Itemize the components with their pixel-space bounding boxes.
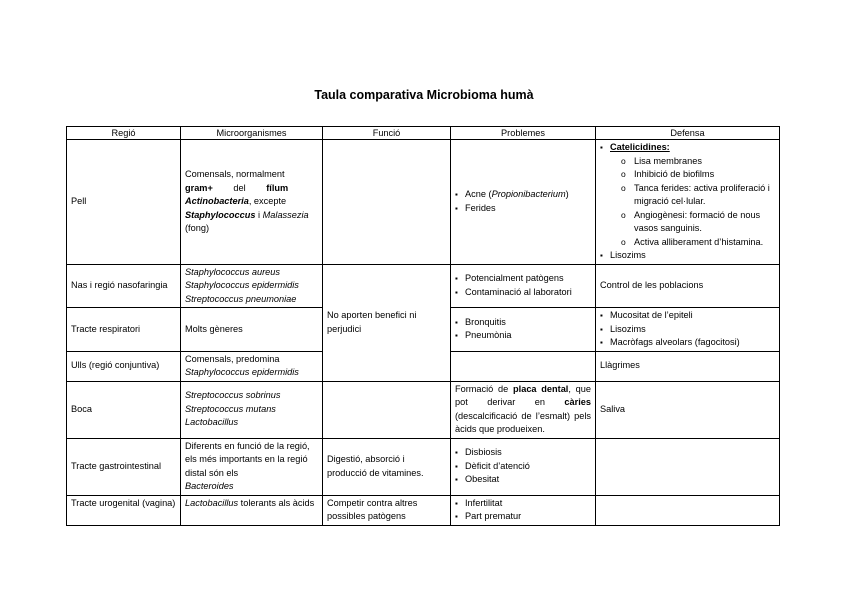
page-title: Taula comparativa Microbioma humà bbox=[314, 88, 534, 102]
list-item: ▪ Contaminació al laboratori bbox=[455, 286, 591, 300]
defense-cell bbox=[596, 140, 780, 265]
table-row bbox=[67, 438, 780, 495]
list-item: ▪ Dèficit d’atenció bbox=[455, 460, 591, 474]
list-item: ▪ Macròfags alveolars (fagocitosi) bbox=[600, 336, 775, 350]
region-cell: Tracte respiratori bbox=[67, 308, 181, 352]
region-cell: Nas i regió nasofaringia bbox=[67, 264, 181, 308]
header-problems: Problemes bbox=[451, 127, 596, 140]
table-row bbox=[67, 140, 780, 265]
list-item: ▪ Acne (Propionibacterium) bbox=[455, 188, 591, 202]
list-item: o Inhibició de biofilms bbox=[610, 168, 775, 182]
region-cell: Boca bbox=[67, 381, 181, 438]
micro-cell: Streptococcus sobrinus Streptococcus mutans Lactobacillus bbox=[181, 381, 323, 438]
micro-cell: Lactobacillus tolerants als àcids bbox=[181, 495, 323, 525]
list-item: ▪ Potencialment patògens bbox=[455, 272, 591, 286]
micro-cell: Diferents en funció de la regió, els més importants en la regió distal són els Bacteroides bbox=[181, 438, 323, 495]
problems-cell bbox=[451, 438, 596, 495]
list-item: ▪ Disbiosis bbox=[455, 446, 591, 460]
table-row bbox=[67, 495, 780, 525]
micro-cell: Molts gèneres bbox=[181, 308, 323, 352]
function-cell bbox=[323, 140, 451, 265]
function-cell bbox=[323, 381, 451, 438]
list-item: ▪ Part prematur bbox=[455, 510, 591, 524]
function-cell: Digestió, absorció i producció de vitamines. bbox=[323, 438, 451, 495]
region-cell: Tracte gastrointestinal bbox=[67, 438, 181, 495]
list-item: ▪ Obesitat bbox=[455, 473, 591, 487]
list-item: ▪ Pneumònia bbox=[455, 329, 591, 343]
defense-cell bbox=[596, 495, 780, 525]
problems-cell bbox=[451, 351, 596, 381]
defense-cell: Saliva bbox=[596, 381, 780, 438]
table-row bbox=[67, 264, 780, 308]
function-cell: No aporten benefici ni perjudici bbox=[323, 264, 451, 381]
problems-cell bbox=[451, 264, 596, 308]
list-item: ▪ Lisozims bbox=[600, 249, 775, 263]
table-row bbox=[67, 381, 780, 438]
defense-cell bbox=[596, 438, 780, 495]
list-item: ▪ Mucositat de l’epiteli bbox=[600, 309, 775, 323]
region-cell: Ulls (regió conjuntiva) bbox=[67, 351, 181, 381]
problems-cell: Formació de placa dental, que pot derivar en càries (descalcificació de l’esmalt) pels àcids que produeixen. bbox=[451, 381, 596, 438]
defense-cell: Control de les poblacions bbox=[596, 264, 780, 308]
defense-cell bbox=[596, 308, 780, 352]
list-item: ▪ Catelicidines: o Lisa membranes o Inhibició de biofilms o Tanca ferides: activa proliferació i migració cel·lular. o Angiogènesi: formació de nous vasos sanguinis. o Activa alliberament d’histamina. bbox=[600, 141, 775, 249]
defense-cell: Llàgrimes bbox=[596, 351, 780, 381]
function-cell: Competir contra altres possibles patògens bbox=[323, 495, 451, 525]
table-header-row bbox=[67, 127, 780, 140]
comparison-table bbox=[66, 126, 780, 526]
list-item: o Activa alliberament d’histamina. bbox=[610, 236, 775, 250]
micro-cell: Staphylococcus aureus Staphylococcus epidermidis Streptococcus pneumoniae bbox=[181, 264, 323, 308]
list-item: ▪ Ferides bbox=[455, 202, 591, 216]
problems-cell bbox=[451, 308, 596, 352]
list-item: ▪ Infertilitat bbox=[455, 497, 591, 511]
list-item: o Angiogènesi: formació de nous vasos sanguinis. bbox=[610, 209, 775, 236]
header-region: Regió bbox=[67, 127, 181, 140]
header-defense: Defensa bbox=[596, 127, 780, 140]
header-microorganisms: Microorganismes bbox=[181, 127, 323, 140]
problems-cell bbox=[451, 495, 596, 525]
region-cell: Tracte urogenital (vagina) bbox=[67, 495, 181, 525]
problems-cell bbox=[451, 140, 596, 265]
list-item: o Lisa membranes bbox=[610, 155, 775, 169]
header-function: Funció bbox=[323, 127, 451, 140]
list-item: ▪ Bronquitis bbox=[455, 316, 591, 330]
list-item: ▪ Lisozims bbox=[600, 323, 775, 337]
region-cell: Pell bbox=[67, 140, 181, 265]
micro-cell: Comensals, predomina Staphylococcus epidermidis bbox=[181, 351, 323, 381]
micro-cell: Comensals, normalment gram+ del fílum Actinobacteria, excepte Staphylococcus i Malassezia (fong) bbox=[181, 140, 323, 265]
list-item: o Tanca ferides: activa proliferació i migració cel·lular. bbox=[610, 182, 775, 209]
